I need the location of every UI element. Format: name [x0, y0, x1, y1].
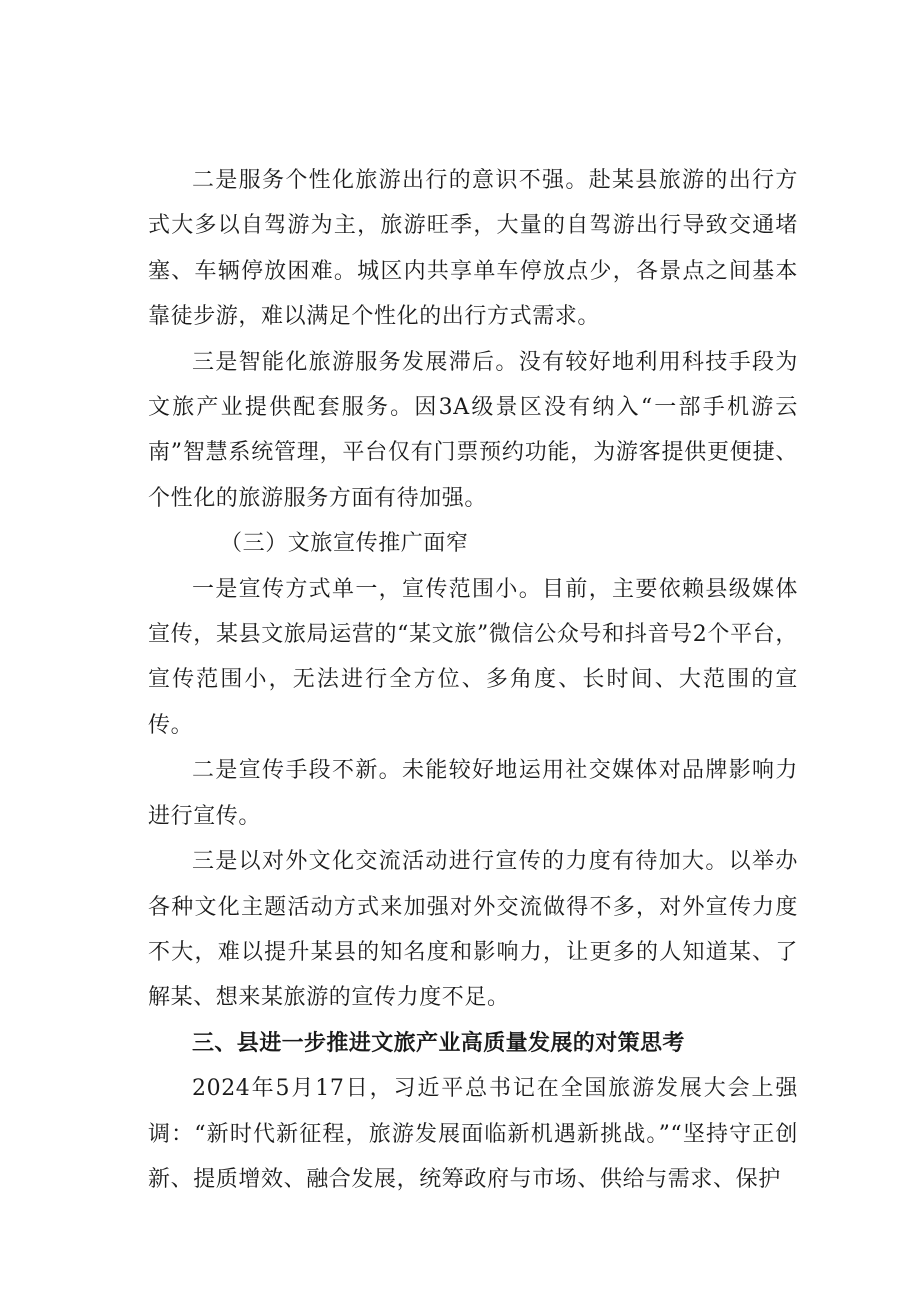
paragraph-conference-quote: 2024年5月17日，习近平总书记在全国旅游发展大会上强调：“新时代新征程，旅游发展面临新机遇新挑战。”“坚持守正创新、提质增效、融合发展，统筹政府与市场、供给与需求、保护: [148, 1076, 798, 1192]
document-body: [148, 158, 798, 1202]
paragraph-cultural-exchange: 三是以对外文化交流活动进行宣传的力度有待加大。以举办各种文化主题活动方式来加强对外交流做得不多，对外宣传力度不大，难以提升某县的知名度和影响力，让更多的人知道某、了解某、想来某旅游的宣传力度不足。: [148, 849, 798, 1011]
paragraph-single-method: 一是宣传方式单一，宣传范围小。目前，主要依赖县级媒体宣传，某县文旅局运营的“某文旅”微信公众号和抖音号2个平台，宣传范围小，无法进行全方位、多角度、长时间、大范围的宣传。: [148, 576, 798, 738]
section-heading-countermeasures: 三、县进一步推进文旅产业高质量发展的对策思考: [192, 1030, 685, 1056]
section-subheading-promotion: （三）文旅宣传推广面窄: [220, 531, 469, 557]
paragraph-service-personalization: 二是服务个性化旅游出行的意识不强。赴某县旅游的出行方式大多以自驾游为主，旅游旺季，大量的自驾游出行导致交通堵塞、车辆停放困难。城区内共享单车停放点少，各景点之间基本靠徒步游，难以满足个性化的出行方式需求。: [148, 168, 798, 330]
paragraph-smart-tourism: 三是智能化旅游服务发展滞后。没有较好地利用科技手段为文旅产业提供配套服务。因3A级景区没有纳入“一部手机游云南”智慧系统管理，平台仅有门票预约功能，为游客提供更便捷、个性化的旅游服务方面有待加强。: [148, 349, 798, 511]
paragraph-means-not-new: 二是宣传手段不新。未能较好地运用社交媒体对品牌影响力进行宣传。: [148, 758, 798, 829]
